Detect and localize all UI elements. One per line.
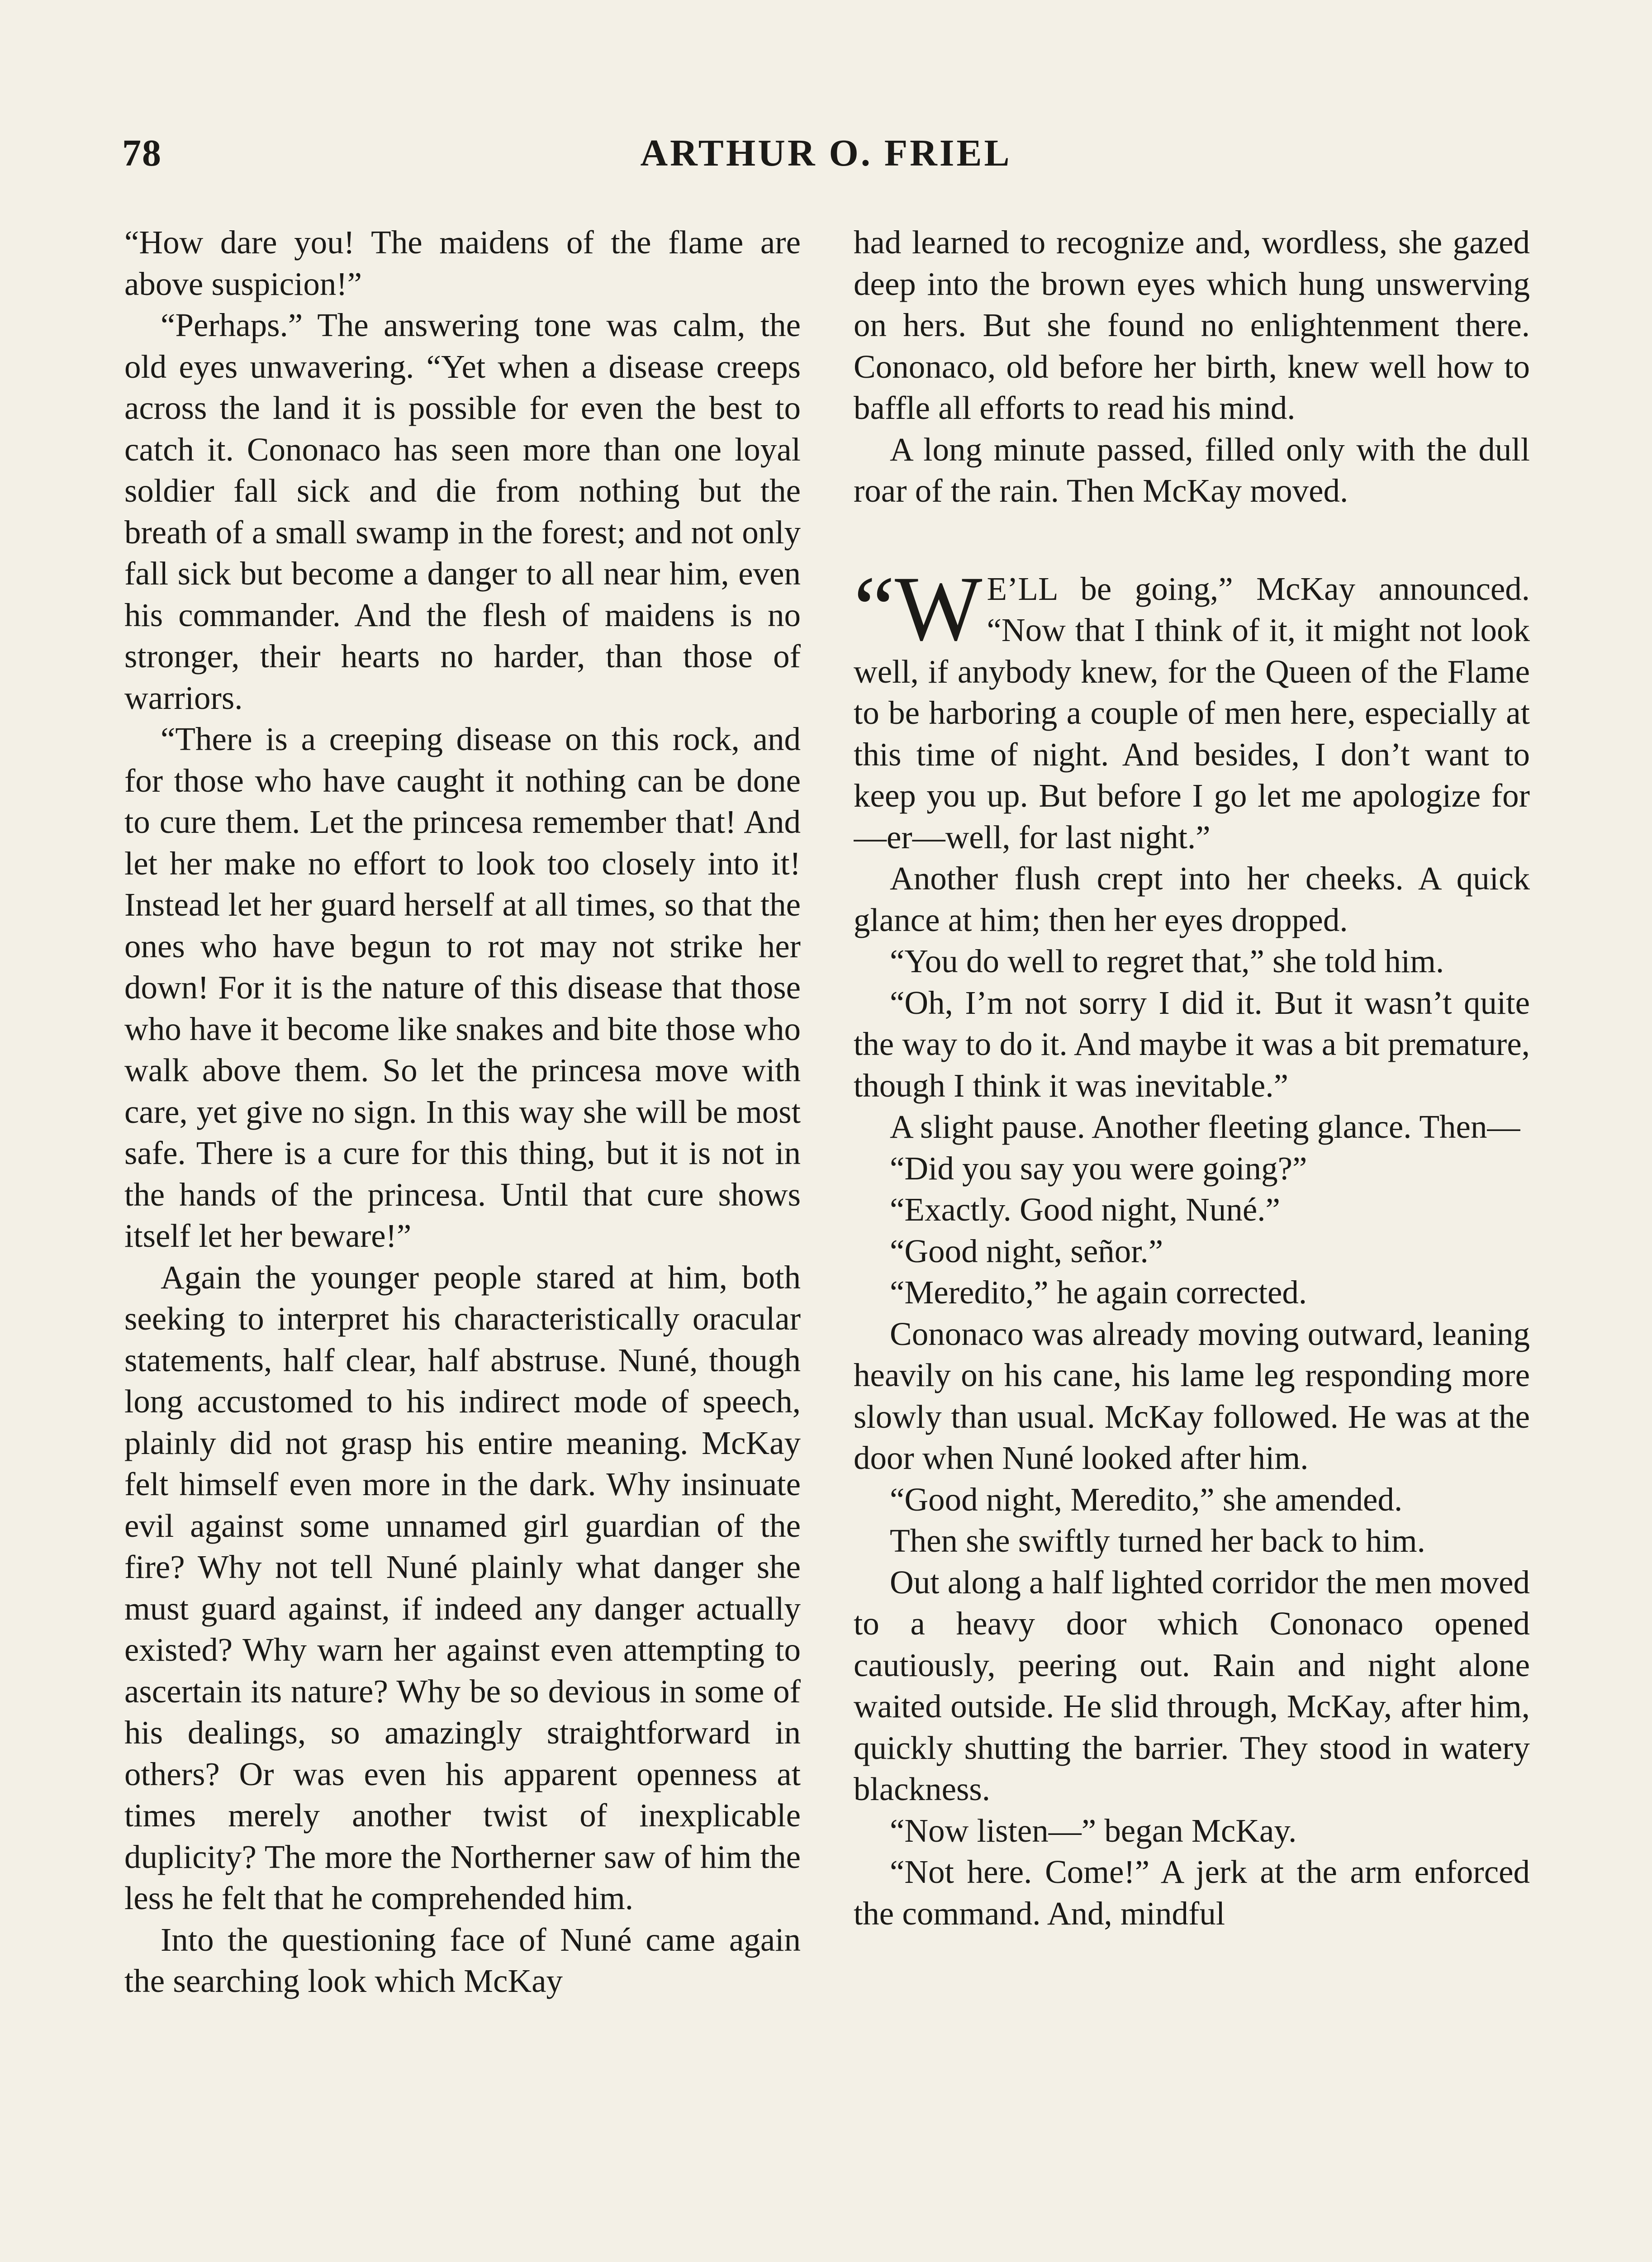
paragraph: Into the questioning face of Nuné came again the searching look which McKay — [124, 1921, 801, 1999]
paragraph: “Not here. Come!” A jerk at the arm enforced the command. And, mindful — [854, 1853, 1530, 1932]
section-opening-paragraph — [854, 557, 1530, 858]
paragraph: Then she swiftly turned her back to him. — [890, 1522, 1425, 1559]
paragraph: “Meredito,” he again corrected. — [890, 1274, 1307, 1311]
paragraph: had learned to recognize and, wordless, she gazed deep into the brown eyes which hung unswerving on hers. But she found no enlightenment there. Cononaco, old before her birth, knew well how to baffle all efforts to read his mind. — [854, 224, 1530, 426]
paragraph: “Perhaps.” The answering tone was calm, the old eyes unwavering. “Yet when a disease creeps across the land it is possible for even the best to catch it. Cononaco has seen more than one loyal soldier fall sick and die from nothing but the breath of a small swamp in the forest; and not only fall sick but become a danger to all near him, even his commander. And the flesh of maidens is no stronger, their hearts no harder, than those of warriors. — [124, 307, 801, 716]
paragraph: Cononaco was already moving outward, leaning heavily on his cane, his lame leg responding more slowly than usual. McKay followed. He was at the door when Nuné looked after him. — [854, 1315, 1530, 1476]
paragraph: A long minute passed, filled only with the dull roar of the rain. Then McKay moved. — [854, 431, 1530, 509]
paragraph: “Now listen—” began McKay. — [890, 1812, 1297, 1849]
right-column — [854, 222, 1530, 2262]
drop-cap-text: E’LL be going,” McKay announced. “Now that I think of it, it might not look well, if anybody knew, for the Queen of the Flame to be harboring a couple of men here, especially at this time of night. And besides, I don’t want to keep you up. But before I go let me apologize for—er—well, for last night.” — [854, 570, 1530, 855]
paragraph: “Good night, Meredito,” she amended. — [890, 1481, 1403, 1518]
paragraph: “Good night, señor.” — [890, 1232, 1163, 1269]
paragraph: Another flush crept into her cheeks. A quick glance at him; then her eyes dropped. — [854, 860, 1530, 938]
drop-cap-quote: “ — [854, 557, 895, 660]
text-columns — [124, 222, 1530, 2262]
paragraph: “Exactly. Good night, Nuné.” — [890, 1191, 1280, 1228]
page-number: 78 — [122, 132, 162, 174]
paragraph: “Oh, I’m not sorry I did it. But it wasn’t quite the way to do it. And maybe it was a bit premature, though I think it was inevitable.” — [854, 984, 1530, 1104]
left-column — [124, 222, 801, 2262]
paragraph: “How dare you! The maidens of the flame are above suspicion!” — [124, 224, 801, 302]
paragraph: Out along a half lighted corridor the men moved to a heavy door which Cononaco opened cautiously, peering out. Rain and night alone waited outside. He slid through, McKay, after him, quickly shutting the barrier. They stood in watery blackness. — [854, 1563, 1530, 1807]
paragraph: Again the younger people stared at him, both seeking to interpret his characteristically oracular statements, half clear, half abstruse. Nuné, though long accustomed to his indirect mode of speech, plainly did not grasp his entire meaning. McKay felt himself even more in the dark. Why insinuate evil against some unnamed girl guardian of the fire? Why not tell Nuné plainly what danger she must guard against, if indeed any danger actually existed? Why warn her against even attempting to ascertain its nature? Why be so devious in some of his dealings, so amazingly straightforward in others? Or was even his apparent openness at times merely another twist of inexplicable duplicity? The more the Northerner saw of him the less he felt that he comprehended him. — [124, 1259, 801, 1916]
paragraph: “Did you say you were going?” — [890, 1150, 1307, 1187]
paragraph: “You do well to regret that,” she told him. — [890, 943, 1444, 979]
paragraph: “There is a creeping disease on this rock, and for those who have caught it nothing can be done to cure them. Let the princesa remember that! And let her make no effort to look too closely into it! Instead let her guard herself at all times, so that the ones who have begun to rot may not strike her down! For it is the nature of this disease that those who have it become like snakes and bite those who walk above them. So let the princesa move with care, yet give no sign. In this way she will be most safe. There is a cure for this thing, but it is not in the hands of the princesa. Until that cure shows itself let her beware!” — [124, 721, 801, 1254]
running-head: ARTHUR O. FRIEL — [640, 132, 1012, 174]
drop-cap-letter: W — [895, 557, 983, 660]
drop-cap — [854, 557, 987, 660]
page-header — [122, 131, 1530, 195]
paragraph: A slight pause. Another fleeting glance. Then— — [890, 1108, 1520, 1145]
